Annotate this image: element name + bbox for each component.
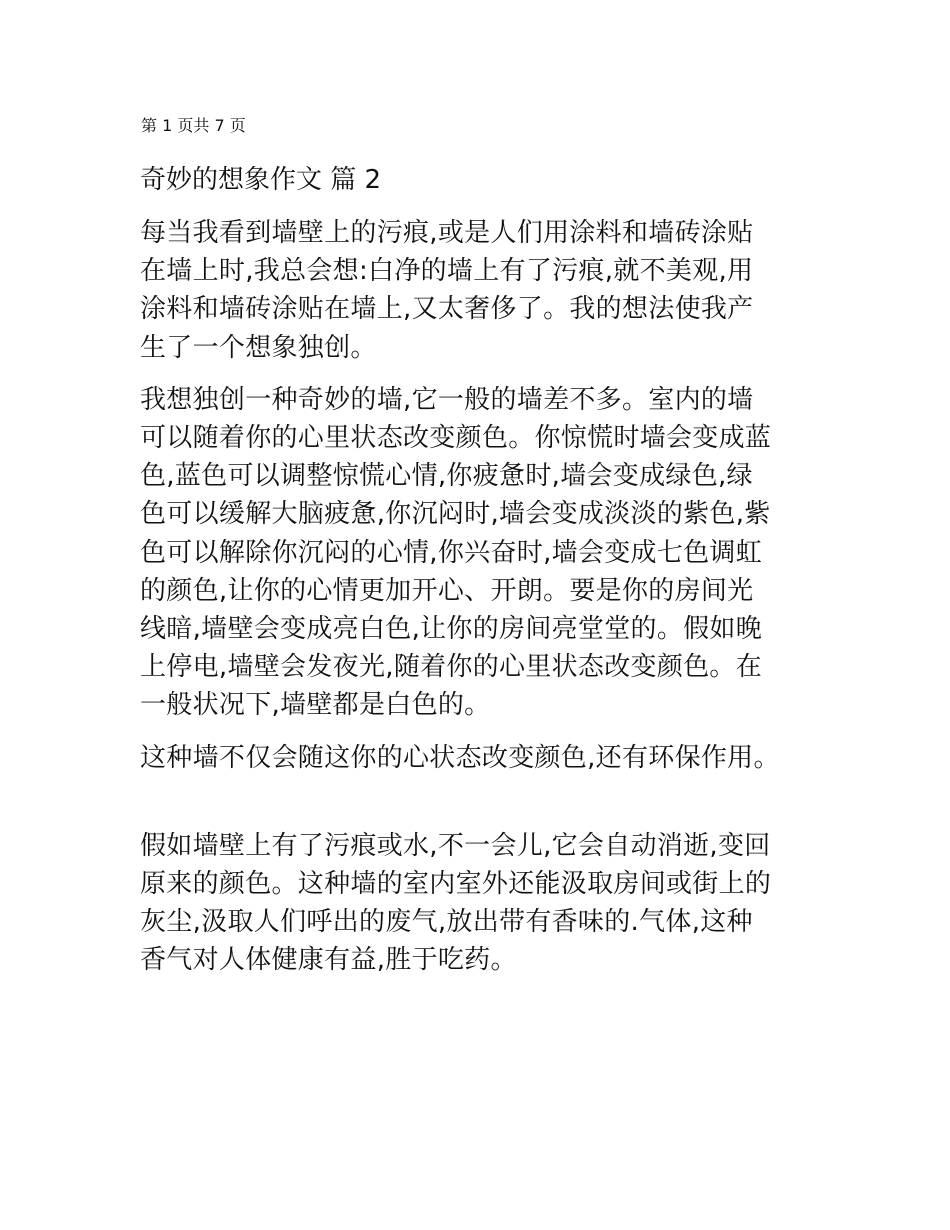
text-line: 的颜色,让你的心情更加开心、开朗。要是你的房间光 [140,575,754,606]
text-line: 我想独创一种奇妙的墙,它一般的墙差不多。室内的墙 [140,384,754,415]
text-line: 色,蓝色可以调整惊慌心情,你疲惫时,墙会变成绿色,绿 [140,461,753,492]
text-line: 假如墙壁上有了污痕或水,不一会儿,它会自动消逝,变回 [140,830,771,861]
text-line: 香气对人体健康有益,胜于吃药。 [140,945,517,976]
text-line: 线暗,墙壁会变成亮白色,让你的房间亮堂堂的。假如晚 [140,614,763,645]
paragraph-2 [140,381,820,725]
text-line: 一般状况下,墙壁都是白色的。 [140,690,491,721]
text-line: 在墙上时,我总会想:白净的墙上有了污痕,就不美观,用 [140,256,754,287]
text-line: 灰尘,汲取人们呼出的废气,放出带有香味的.气体,这种 [140,907,753,938]
text-line: 原来的颜色。这种墙的室内室外还能汲取房间或街上的 [140,869,772,900]
text-line: 涂料和墙砖涂贴在墙上,又太奢侈了。我的想法使我产 [140,294,754,325]
text-line: 色可以缓解大脑疲惫,你沉闷时,墙会变成淡淡的紫色,紫 [140,499,771,530]
page-indicator: 第 1 页共 7 页 [141,116,246,135]
document-title: 奇妙的想象作文 篇 2 [140,165,382,195]
document-body [140,160,820,994]
text-line: 每当我看到墙壁上的污痕,或是人们用涂料和墙砖涂贴 [140,218,754,248]
text-line: 生了一个想象独创。 [140,332,377,363]
text-line: 可以随着你的心里状态改变颜色。你惊慌时墙会变成蓝 [140,423,772,454]
paragraph-1 [140,214,820,367]
paragraph-4 [140,827,820,980]
paragraph-3 [140,739,820,777]
text-line: 这种墙不仅会随这你的心状态改变颜色,还有环保作用。 [140,742,780,773]
paragraph-spacer [140,791,820,827]
text-line: 色可以解除你沉闷的心情,你兴奋时,墙会变成七色调虹 [140,537,763,568]
text-line: 上停电,墙壁会发夜光,随着你的心里状态改变颜色。在 [140,652,763,683]
